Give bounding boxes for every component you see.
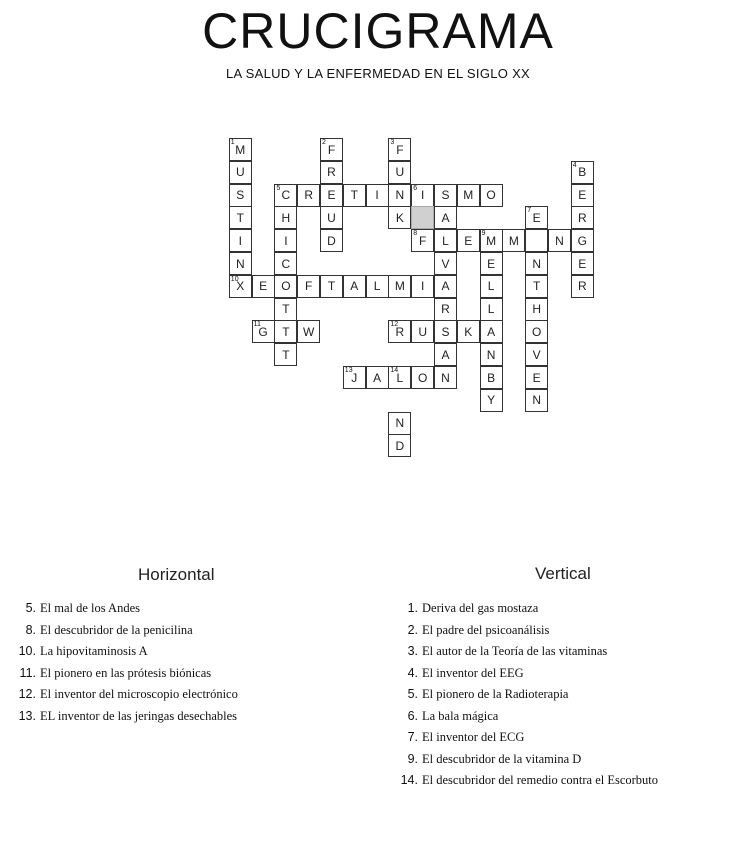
cell-letter: L <box>396 370 404 385</box>
clue-number: 1. <box>407 601 418 615</box>
cell-letter: Y <box>487 393 496 408</box>
cell-letter: F <box>419 233 427 248</box>
crossword-cell <box>343 184 366 207</box>
crossword-cell <box>411 184 434 207</box>
crossword-cell <box>411 366 434 389</box>
crossword-cell <box>548 229 571 252</box>
crossword-cell <box>457 229 480 252</box>
cell-letter: A <box>350 279 359 294</box>
cell-letter <box>412 207 433 228</box>
crossword-cell <box>411 229 434 252</box>
crossword-cell <box>434 366 457 389</box>
cell-letter: M <box>235 142 246 157</box>
clue-number: 6. <box>407 708 418 723</box>
crossword-cell <box>457 184 480 207</box>
clue-number: 10. <box>18 644 36 658</box>
cell-letter: I <box>284 233 288 248</box>
cell-letter: O <box>486 188 496 203</box>
crossword-cell <box>229 184 252 207</box>
cell-letter: T <box>282 347 290 362</box>
clue-number: 11. <box>19 665 36 680</box>
cell-letter: I <box>238 233 242 248</box>
crossword-cell <box>434 320 457 343</box>
crossword-cell <box>388 184 411 207</box>
crossword-cell <box>571 206 594 229</box>
cell-number: 9 <box>481 230 486 238</box>
clue-text: El inventor del EEG <box>422 665 524 680</box>
crossword-cell <box>229 138 252 161</box>
clue-item <box>398 620 658 642</box>
clue-item <box>16 706 238 728</box>
crossword-cell <box>525 343 548 366</box>
clue-text: El inventor del ECG <box>422 730 525 744</box>
cell-letter: U <box>327 210 336 225</box>
cell-number: 6 <box>413 184 418 192</box>
crossword-cell <box>274 206 297 229</box>
cell-letter: U <box>418 324 428 339</box>
crossword-cell <box>480 366 503 389</box>
clue-number: 7. <box>407 730 418 744</box>
clue-item <box>398 598 658 620</box>
crossword-cell <box>320 161 343 184</box>
vertical-clue-list <box>398 598 658 792</box>
cell-letter: F <box>305 279 313 294</box>
horizontal-heading: Horizontal <box>138 565 215 584</box>
cell-letter: E <box>532 210 541 225</box>
clue-item <box>398 749 658 771</box>
cell-number: 10 <box>230 275 239 283</box>
clue-text: El mal de los Andes <box>40 601 140 615</box>
page-subtitle: LA SALUD Y LA ENFERMEDAD EN EL SIGLO XX <box>225 66 531 81</box>
cell-letter: J <box>351 370 358 385</box>
cell-number: 8 <box>413 230 418 238</box>
clue-item <box>398 641 658 663</box>
crossword-cell <box>525 320 548 343</box>
crossword-cell <box>320 184 343 207</box>
cell-letter: T <box>350 188 358 203</box>
cell-number: 11 <box>253 321 261 329</box>
cell-letter: N <box>441 370 450 385</box>
crossword-cell <box>525 389 548 412</box>
crossword-cell <box>388 366 411 389</box>
clue-text: La bala mágica <box>422 708 499 723</box>
crossword-cell <box>411 275 434 298</box>
cell-letter: M <box>508 233 519 248</box>
cell-letter: L <box>487 279 495 294</box>
cell-number: 3 <box>390 139 395 146</box>
cell-letter: I <box>375 188 379 203</box>
crossword-cell <box>434 206 457 229</box>
crossword-cell <box>480 298 503 321</box>
cell-number: 1 <box>230 139 235 146</box>
cell-letter: R <box>577 210 587 225</box>
clue-item <box>16 663 238 685</box>
crossword-cell <box>229 161 252 184</box>
cell-letter: D <box>327 233 336 248</box>
clue-item <box>398 770 658 792</box>
clue-number: 2. <box>407 622 418 637</box>
cell-letter: C <box>281 256 291 271</box>
cell-letter: L <box>487 302 495 317</box>
crossword-cell <box>229 206 252 229</box>
crossword-cell <box>434 343 457 366</box>
cell-letter: M <box>463 188 474 203</box>
cell-letter: R <box>327 165 336 180</box>
cell-number: 7 <box>527 207 532 215</box>
cell-letter: M <box>394 279 405 294</box>
cell-letter: A <box>441 347 450 362</box>
cell-letter: E <box>578 188 587 203</box>
cell-letter: B <box>578 165 587 180</box>
cell-letter: A <box>441 279 450 294</box>
cell-letter: E <box>487 256 496 271</box>
crossword-cell <box>343 275 366 298</box>
crossword-cell <box>525 252 548 275</box>
crossword-cell <box>343 366 366 389</box>
crossword-cell <box>480 275 503 298</box>
cell-number: 12 <box>390 321 399 329</box>
cell-letter: I <box>421 279 425 294</box>
cell-letter: U <box>395 165 405 180</box>
clue-item <box>398 684 658 706</box>
cell-letter: N <box>486 347 496 362</box>
crossword-cell <box>502 229 525 252</box>
clue-text: El descubridor de la vitamina D <box>422 751 582 766</box>
cell-letter: G <box>577 233 587 248</box>
crossword-cell <box>274 275 297 298</box>
horizontal-clue-list <box>16 598 238 727</box>
cell-letter: M <box>486 233 497 248</box>
crossword-cell <box>388 161 411 184</box>
crossword-cell <box>525 206 548 229</box>
crossword-cell <box>525 366 548 389</box>
cell-letter: A <box>441 210 450 225</box>
cell-letter: E <box>532 370 541 385</box>
crossword-cell <box>571 229 594 252</box>
cell-letter: G <box>258 324 268 339</box>
crossword-cell <box>480 229 503 252</box>
crossword-cell <box>388 206 411 229</box>
crossword-cell <box>252 320 275 343</box>
cell-letter: R <box>441 302 450 317</box>
cell-number: 5 <box>276 184 281 192</box>
crossword-cell <box>480 184 503 207</box>
clue-text: El pionero de la Radioterapia <box>422 687 569 701</box>
cell-letter: X <box>236 279 245 294</box>
cell-number: 4 <box>572 161 577 169</box>
crossword-cell <box>571 275 594 298</box>
cell-letter: L <box>373 279 381 294</box>
crossword-cell <box>320 206 343 229</box>
crossword-cell <box>434 184 457 207</box>
clue-text: El inventor del microscopio electrónico <box>40 687 238 701</box>
clue-text: El autor de la Teoría de las vitaminas <box>422 644 608 658</box>
crossword-cell <box>480 252 503 275</box>
cell-letter: H <box>281 210 291 225</box>
crossword-cell <box>229 252 252 275</box>
crossword-cell <box>274 184 297 207</box>
cell-letter: K <box>464 324 473 339</box>
clue-item <box>16 641 238 663</box>
clue-item <box>16 684 238 706</box>
cell-number: 2 <box>322 139 326 146</box>
clue-number: 5. <box>25 601 36 615</box>
cell-letter: N <box>235 256 245 271</box>
cell-letter: E <box>327 188 336 203</box>
clue-number: 13. <box>18 708 36 723</box>
cell-letter: K <box>395 210 404 225</box>
vertical-heading: Vertical <box>535 564 591 583</box>
crossword-cell <box>411 206 434 229</box>
cell-letter: T <box>282 324 290 339</box>
cell-letter: A <box>487 324 496 339</box>
crossword-cell <box>274 320 297 343</box>
page-title: CRUCIGRAMA <box>202 3 554 59</box>
crossword-cell <box>297 320 320 343</box>
crossword-cell <box>571 252 594 275</box>
crossword-cell <box>366 366 389 389</box>
clue-item <box>398 727 658 749</box>
cell-letter: F <box>396 142 404 157</box>
cell-letter: L <box>442 233 449 248</box>
clue-number: 9. <box>407 751 418 766</box>
cell-letter: O <box>418 370 428 385</box>
cell-letter <box>526 230 547 251</box>
crossword-cell <box>434 275 457 298</box>
clue-item <box>398 663 658 685</box>
cell-letter: R <box>304 188 314 203</box>
cell-letter: U <box>235 165 245 180</box>
cell-letter: H <box>532 302 542 317</box>
crossword-cell <box>229 229 252 252</box>
crossword-cell <box>571 161 594 184</box>
cell-letter: N <box>395 188 405 203</box>
clue-number: 3. <box>407 644 418 658</box>
crossword-cell <box>320 138 343 161</box>
cell-letter: O <box>281 279 291 294</box>
cell-number: 13 <box>344 367 353 374</box>
cell-letter: T <box>327 279 336 294</box>
clue-text: El descubridor de la penicilina <box>40 622 193 637</box>
clue-text: El descubridor del remedio contra el Escorbuto <box>422 773 659 787</box>
crossword-cell <box>388 275 411 298</box>
cell-letter: T <box>282 302 290 317</box>
crossword-cell <box>434 252 457 275</box>
cell-letter: N <box>555 233 564 248</box>
crossword-cell <box>274 343 297 366</box>
crossword-cell <box>388 320 411 343</box>
cell-letter: V <box>532 347 541 362</box>
crossword-cell <box>388 434 411 457</box>
crossword-cell <box>434 298 457 321</box>
cell-letter: E <box>464 233 473 248</box>
crossword-cell <box>274 252 297 275</box>
cell-letter: S <box>441 324 450 339</box>
cell-letter: R <box>395 324 405 339</box>
crossword-cell <box>388 138 411 161</box>
crossword-cell <box>297 275 320 298</box>
crossword-cell <box>297 184 320 207</box>
cell-letter: R <box>577 279 587 294</box>
crossword-cell <box>411 320 434 343</box>
cell-letter: W <box>303 324 315 339</box>
cell-letter: V <box>441 256 450 271</box>
cell-letter: E <box>259 279 268 294</box>
cell-letter: I <box>421 188 425 203</box>
crossword-cell <box>252 275 275 298</box>
cell-letter: O <box>532 324 542 339</box>
crossword-cell <box>320 229 343 252</box>
crossword-cell <box>480 389 503 412</box>
cell-letter: E <box>578 256 587 271</box>
cell-letter: D <box>395 438 405 453</box>
cell-letter: N <box>532 393 542 408</box>
clue-number: 14. <box>400 773 418 787</box>
cell-letter: N <box>395 416 405 431</box>
crossword-cell <box>366 184 389 207</box>
cell-letter: S <box>236 188 245 203</box>
cell-letter: T <box>533 279 541 294</box>
clue-text: EL inventor de las jeringas desechables <box>40 708 238 723</box>
cell-letter: C <box>281 188 291 203</box>
crossword-cell <box>571 184 594 207</box>
clue-number: 4. <box>407 665 418 680</box>
crossword-cell <box>434 229 457 252</box>
crossword-cell <box>388 412 411 435</box>
cell-letter: N <box>532 256 542 271</box>
clue-text: El padre del psicoanálisis <box>422 622 550 637</box>
clue-item <box>16 598 238 620</box>
cell-number: 14 <box>390 367 399 374</box>
crossword-cell <box>274 229 297 252</box>
crossword-cell <box>229 275 252 298</box>
crossword-cell <box>525 275 548 298</box>
clue-number: 8. <box>25 622 36 637</box>
cell-letter: S <box>441 188 450 203</box>
clue-text: La hipovitaminosis A <box>40 644 148 658</box>
clue-item <box>16 620 238 642</box>
clue-text: El pionero en las prótesis biónicas <box>40 665 212 680</box>
crossword-cell <box>320 275 343 298</box>
cell-letter: F <box>327 142 336 157</box>
cell-letter: A <box>373 370 382 385</box>
crossword-cell <box>480 343 503 366</box>
crossword-cell <box>366 275 389 298</box>
cell-letter: B <box>487 370 496 385</box>
clue-number: 12. <box>18 687 36 701</box>
crossword-cell <box>480 320 503 343</box>
clue-text: Deriva del gas mostaza <box>422 601 539 615</box>
crossword-cell <box>525 298 548 321</box>
clue-number: 5. <box>407 687 418 701</box>
crossword-cell <box>457 320 480 343</box>
crossword-cell <box>274 298 297 321</box>
clue-item <box>398 706 658 728</box>
crossword-cell <box>525 229 548 252</box>
cell-letter: T <box>236 210 244 225</box>
